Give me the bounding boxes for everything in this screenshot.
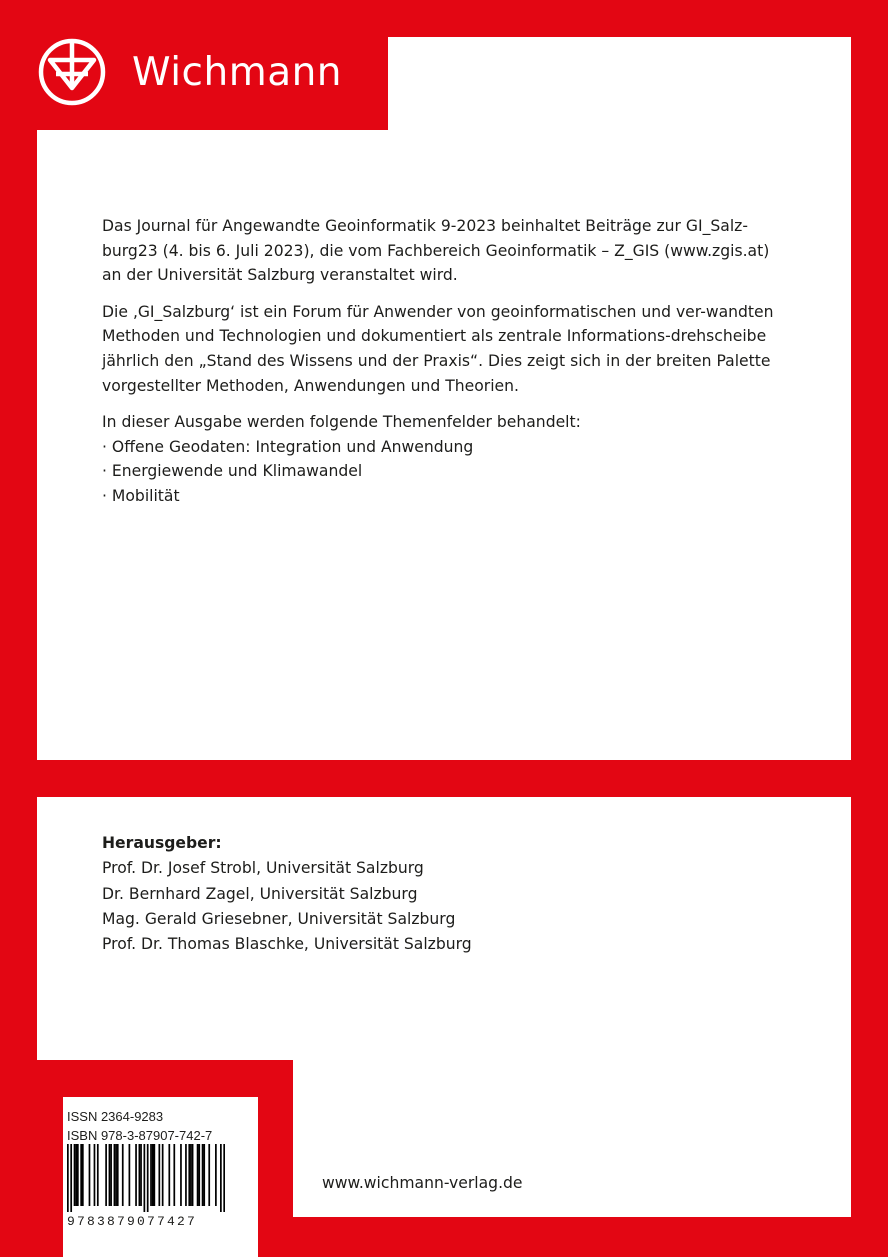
- topic-item: · Energiewende und Klimawandel: [102, 459, 782, 484]
- barcode-bar: [208, 1144, 210, 1206]
- editor-entry: Mag. Gerald Griesebner, Universität Salzburg: [102, 909, 456, 928]
- editor-entry: Prof. Dr. Josef Strobl, Universität Salzburg: [102, 859, 424, 878]
- barcode-bar: [147, 1144, 149, 1212]
- barcode-bar: [115, 1144, 117, 1206]
- issn-text: ISSN 2364-9283: [67, 1109, 164, 1124]
- barcode-bar: [139, 1144, 141, 1206]
- barcode-bar: [197, 1144, 199, 1206]
- barcode-bar: [89, 1144, 91, 1206]
- barcode-bar: [67, 1144, 69, 1212]
- barcode-bar: [215, 1144, 217, 1206]
- barcode-bar: [114, 1144, 116, 1206]
- barcode-bar: [192, 1144, 194, 1206]
- barcode-bar: [153, 1144, 155, 1206]
- barcode-bar: [110, 1144, 112, 1206]
- barcode-bar: [75, 1144, 77, 1206]
- barcode-bar: [94, 1144, 96, 1206]
- barcode-bar: [105, 1144, 107, 1206]
- barcode-bar: [220, 1144, 222, 1212]
- barcode-bar: [180, 1144, 182, 1206]
- barcode-bar: [82, 1144, 84, 1206]
- barcode-bar: [223, 1144, 225, 1212]
- barcode-bar: [135, 1144, 137, 1206]
- barcode-bar: [117, 1144, 119, 1206]
- barcode-bar: [158, 1144, 160, 1206]
- topic-item: · Mobilität: [102, 484, 782, 509]
- description-paragraph: Das Journal für Angewandte Geoinformatik 9-2023 beinhaltet Beiträge zur GI_Salz-burg23 (4. bis 6. Juli 2023), die vom Fachbereich Geoinformatik – Z_GIS (www.zgis.at) an der Universität Salzburg veranstaltet wird.: [102, 217, 770, 285]
- editor-entry: Dr. Bernhard Zagel, Universität Salzburg: [102, 884, 418, 903]
- barcode-bar: [129, 1144, 131, 1206]
- barcode-bar: [202, 1144, 204, 1206]
- isbn-barcode: [67, 1144, 225, 1212]
- isbn-text: ISBN 978-3-87907-742-7: [67, 1128, 213, 1143]
- publisher-name: Wichmann: [132, 49, 343, 95]
- barcode-bar: [74, 1144, 76, 1206]
- wichmann-logo-icon: [38, 38, 106, 106]
- barcode-bar: [198, 1144, 200, 1206]
- barcode-digits: 9783879077427: [67, 1214, 198, 1229]
- barcode-bar: [150, 1144, 152, 1206]
- editor-entry: Prof. Dr. Thomas Blaschke, Universität Salzburg: [102, 935, 472, 954]
- barcode-bar: [185, 1144, 187, 1206]
- barcode-bar: [122, 1144, 124, 1206]
- book-description: [102, 214, 782, 509]
- barcode-bar: [188, 1144, 190, 1206]
- barcode-bar: [168, 1144, 170, 1206]
- barcode-bar: [70, 1144, 72, 1212]
- top-panel-upper: [388, 37, 851, 132]
- barcode-bar: [152, 1144, 154, 1206]
- barcode-bar: [77, 1144, 79, 1206]
- barcode-bar: [140, 1144, 142, 1206]
- barcode-bar: [80, 1144, 82, 1206]
- editors-block: [102, 831, 472, 957]
- topic-item: · Offene Geodaten: Integration und Anwendung: [102, 435, 782, 460]
- topics-intro: In dieser Ausgabe werden folgende Themenfelder behandelt:: [102, 413, 581, 432]
- barcode-bar: [173, 1144, 175, 1206]
- barcode-bar: [203, 1144, 205, 1206]
- description-paragraph: Die ‚GI_Salzburg‘ ist ein Forum für Anwender von geoinformatischen und ver-wandten Methoden und Technologien und dokumentiert als zentrale Informations-drehscheibe jährlich den „Stand des Wissens und der Praxis“. Dies zeigt sich in der breiten Palette vorgestellter Methoden, Anwendungen und Theorien.: [102, 302, 774, 395]
- website-panel: [293, 1058, 851, 1217]
- barcode-bar: [144, 1144, 146, 1212]
- publisher-logo: [38, 38, 342, 106]
- barcode-bar: [109, 1144, 111, 1206]
- barcode-bar: [162, 1144, 164, 1206]
- editors-heading: Herausgeber:: [102, 834, 222, 852]
- topics-list: [102, 435, 782, 509]
- identifier-codes: [67, 1107, 212, 1145]
- barcode-bar: [190, 1144, 192, 1206]
- barcode-bar: [97, 1144, 99, 1206]
- publisher-website[interactable]: www.wichmann-verlag.de: [322, 1174, 523, 1192]
